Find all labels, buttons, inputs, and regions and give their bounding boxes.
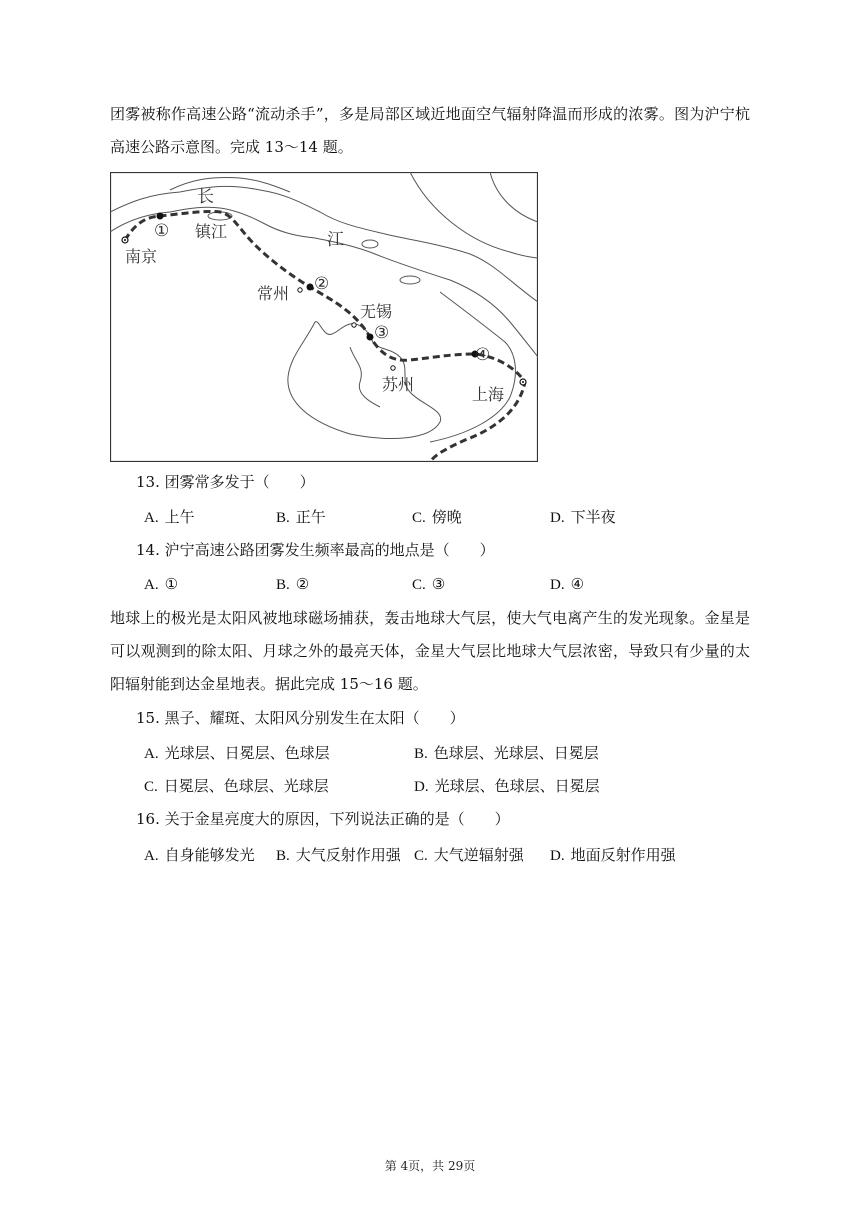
marker-4: ④ bbox=[475, 345, 491, 365]
q13-option-d: D. 下半夜 bbox=[550, 508, 616, 526]
q16-option-b: B. 大气反射作用强 bbox=[276, 846, 401, 864]
question-15-stem: 15. 黑子、耀斑、太阳风分别发生在太阳（ ） bbox=[136, 709, 465, 727]
q13-option-c: C. 傍晚 bbox=[412, 508, 462, 526]
q13-option-a: A. 上午 bbox=[144, 508, 195, 526]
q14-option-a: A. ① bbox=[144, 575, 179, 593]
q16-option-d: D. 地面反射作用强 bbox=[550, 846, 676, 864]
marker-2: ② bbox=[314, 274, 330, 294]
page-footer: 第 4页，共 29页 bbox=[384, 1159, 476, 1173]
label-suzhou: 苏州 bbox=[382, 375, 415, 394]
q13-option-b: B. 正午 bbox=[276, 508, 326, 526]
q14-option-b: B. ② bbox=[276, 575, 310, 593]
label-jiang: 江 bbox=[327, 230, 344, 250]
label-nanjing: 南京 bbox=[125, 247, 158, 266]
label-zhenjiang: 镇江 bbox=[195, 222, 228, 241]
label-changzhou: 常州 bbox=[257, 284, 290, 303]
q15-option-b: B. 色球层、光球层、日冕层 bbox=[414, 744, 599, 762]
q16-option-a: A. 自身能够发光 bbox=[144, 846, 255, 864]
question-16-stem: 16. 关于金星亮度大的原因，下列说法正确的是（ ） bbox=[136, 810, 510, 828]
label-chang: 长 bbox=[197, 187, 214, 207]
marker-3: ③ bbox=[374, 323, 390, 343]
question-13-stem: 13. 团雾常多发于（ ） bbox=[136, 473, 315, 491]
label-shanghai: 上海 bbox=[472, 385, 505, 404]
q16-option-c: C. 大气逆辐射强 bbox=[414, 846, 524, 864]
q14-option-d: D. ④ bbox=[550, 575, 585, 593]
intro-paragraph-1: 团雾被称作高速公路“流动杀手”，多是局部区域近地面空气辐射降温而形成的浓雾。图为沪宁杭高速公路示意图。完成 13～14 题。 bbox=[110, 105, 750, 156]
q15-option-d: D. 光球层、色球层、日冕层 bbox=[414, 777, 600, 795]
marker-1: ① bbox=[154, 221, 170, 241]
q15-option-a: A. 光球层、日冕层、色球层 bbox=[144, 744, 330, 762]
question-14-stem: 14. 沪宁高速公路团雾发生频率最高的地点是（ ） bbox=[136, 541, 495, 559]
highway-map bbox=[110, 172, 538, 462]
q15-option-c: C. 日冕层、色球层、光球层 bbox=[144, 777, 329, 795]
label-wuxi: 无锡 bbox=[360, 302, 393, 321]
q14-option-c: C. ③ bbox=[412, 575, 446, 593]
intro-paragraph-2: 地球上的极光是太阳风被地球磁场捕获，轰击地球大气层，使大气电离产生的发光现象。金星是可以观测到的除太阳、月球之外的最亮天体，金星大气层比地球大气层浓密，导致只有少量的太阳辐射能到达金星地表。据此完成 15～16 题。 bbox=[110, 609, 750, 693]
